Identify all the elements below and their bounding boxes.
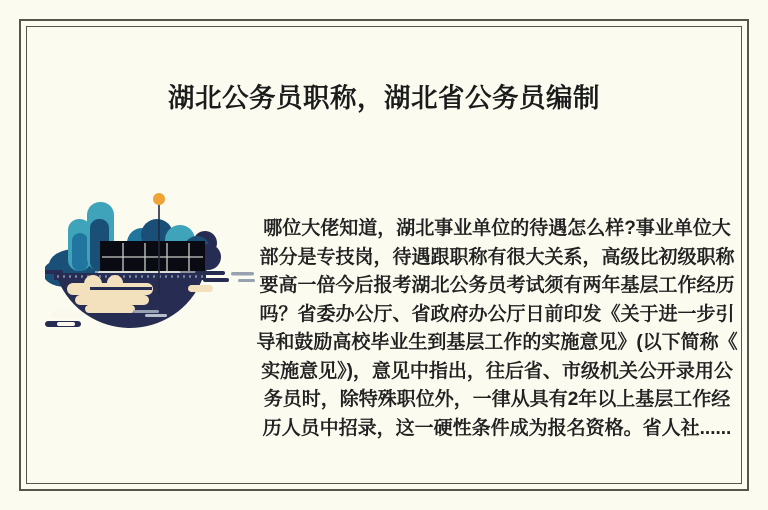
side-bar	[195, 271, 225, 275]
body-line: 历人员中招录，这一硬性条件成为报名资格。省人社......	[262, 417, 732, 439]
page-title: 湖北公务员职称，湖北省公务员编制	[168, 83, 600, 113]
sun-icon	[153, 193, 165, 205]
body-line: 吗？省委办公厅、省政府办公厅日前印发《关于进一步引	[259, 303, 735, 325]
cloud-shadow-bar	[90, 287, 152, 290]
article-body	[237, 215, 757, 443]
water-dash	[145, 314, 167, 317]
white-cloud	[57, 322, 75, 326]
body-line: 部分是专技岗，待遇跟职称有很大关系，高级比初级职称	[259, 246, 735, 268]
cream-cloud	[85, 305, 135, 313]
water-dash	[133, 310, 159, 313]
body-line: 务员时，除特殊职位外，一律从具有2年以上基层工作经	[263, 389, 731, 410]
tree-tower-core	[72, 233, 88, 271]
side-bar	[203, 278, 229, 282]
side-bar	[45, 270, 63, 274]
cream-cloud	[188, 285, 213, 292]
body-line: 实施意见》)，意见中指出，往后省、市级机关公开录用公	[261, 360, 733, 382]
cream-cloud	[75, 295, 149, 305]
body-line: 哪位大佬知道，湖北事业单位的待遇怎么样?事业单位大	[263, 218, 731, 239]
body-line: 导和鼓励高校毕业生到基层工作的实施意见》(以下简称《	[256, 332, 738, 353]
body-line: 要高一倍今后报考湖北公务员考试须有两年基层工作经历	[259, 275, 735, 296]
white-cloud	[51, 311, 83, 318]
illustration-svg	[45, 183, 260, 335]
city-lake-illustration	[45, 183, 260, 335]
